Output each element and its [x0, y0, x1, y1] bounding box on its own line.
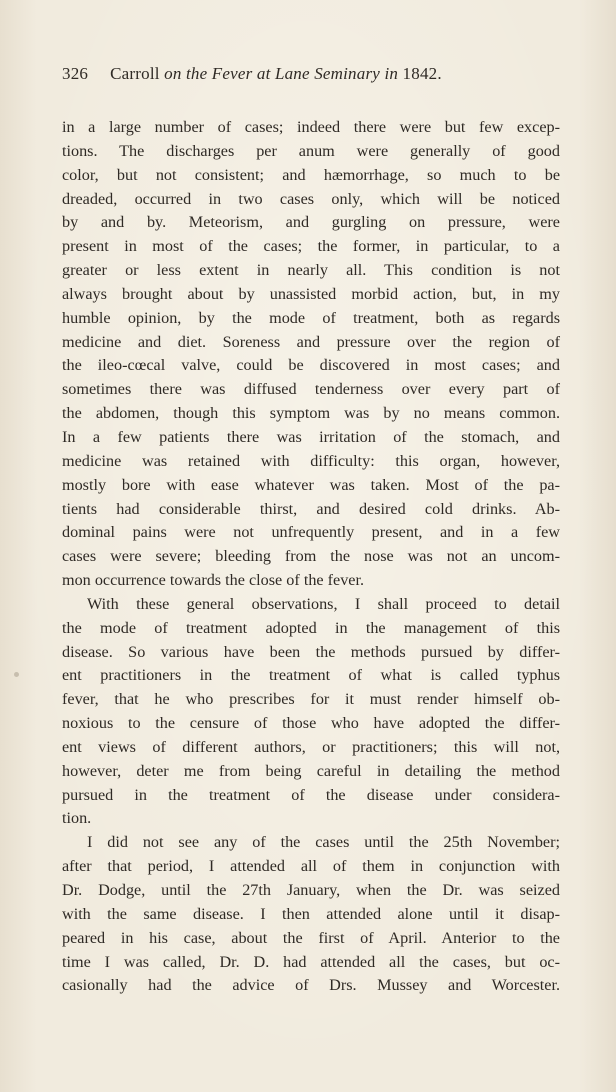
- text-line: ent views of different authors, or practitioners; this will not,: [62, 737, 560, 756]
- text-line: the abdomen, though this symptom was by no means common.: [62, 404, 560, 423]
- text-line: medicine and diet. Soreness and pressure over the region of: [62, 332, 560, 351]
- body-text: [62, 116, 560, 998]
- text-line: noxious to the censure of those who have adopted the differ-: [62, 714, 560, 733]
- text-line: casionally had the advice of Drs. Mussey and Worcester.: [62, 976, 560, 995]
- text-line: always brought about by unassisted morbid action, but, in my: [62, 284, 560, 303]
- running-header: [62, 64, 562, 84]
- text-line: the ileo-cœcal valve, could be discovered in most cases; and: [62, 356, 560, 375]
- text-line: tions. The discharges per anum were generally of good: [62, 141, 560, 160]
- text-line: dominal pains were not unfrequently present, and in a few: [62, 523, 560, 542]
- text-line: dreaded, occurred in two cases only, which will be noticed: [62, 189, 560, 208]
- text-line: after that period, I attended all of them in conjunction with: [62, 857, 560, 876]
- text-line: time I was called, Dr. D. had attended all the cases, but oc-: [62, 952, 560, 971]
- text-line: disease. So various have been the methods pursued by differ-: [62, 642, 560, 661]
- text-line: pursued in the treatment of the disease under considera-: [62, 785, 560, 804]
- text-line: With these general observations, I shall proceed to detail: [87, 594, 560, 613]
- text-line: peared in his case, about the first of April. Anterior to the: [62, 928, 560, 947]
- text-line: by and by. Meteorism, and gurgling on pressure, were: [62, 213, 560, 232]
- text-line: mostly bore with ease whatever was taken. Most of the pa-: [62, 475, 560, 494]
- text-line: mon occurrence towards the close of the fever.: [62, 571, 365, 590]
- text-line: ent practitioners in the treatment of what is called typhus: [62, 666, 560, 685]
- text-line: the mode of treatment adopted in the management of this: [62, 618, 560, 637]
- text-line: I did not see any of the cases until the 25th November;: [87, 833, 560, 852]
- page-number: 326: [62, 64, 89, 83]
- header-author: Carroll: [110, 64, 160, 83]
- text-line: fever, that he who prescribes for it must render himself ob-: [62, 690, 560, 709]
- header-title: on the Fever at Lane Seminary in: [164, 64, 399, 83]
- text-line: in a large number of cases; indeed there were but few excep-: [62, 118, 560, 136]
- text-line: Dr. Dodge, until the 27th January, when the Dr. was seized: [62, 881, 560, 899]
- text-line: tion.: [62, 809, 92, 828]
- text-line: sometimes there was diffused tenderness over every part of: [62, 380, 560, 399]
- text-line: with the same disease. I then attended alone until it disap-: [62, 904, 560, 923]
- text-line: greater or less extent in nearly all. This condition is not: [62, 261, 560, 280]
- text-line: humble opinion, by the mode of treatment, both as regards: [62, 308, 560, 327]
- text-line: present in most of the cases; the former, in particular, to a: [62, 237, 560, 256]
- text-line: In a few patients there was irritation of the stomach, and: [62, 427, 560, 446]
- text-line: cases were severe; bleeding from the nose was not an uncom-: [62, 547, 560, 566]
- text-line: medicine was retained with difficulty: this organ, however,: [62, 451, 560, 470]
- paper-speck: [14, 672, 19, 677]
- text-line: tients had considerable thirst, and desired cold drinks. Ab-: [62, 499, 560, 518]
- text-line: however, deter me from being careful in detailing the method: [62, 761, 560, 780]
- text-line: color, but not consistent; and hæmorrhage, so much to be: [62, 165, 560, 184]
- header-year: 1842.: [402, 64, 442, 83]
